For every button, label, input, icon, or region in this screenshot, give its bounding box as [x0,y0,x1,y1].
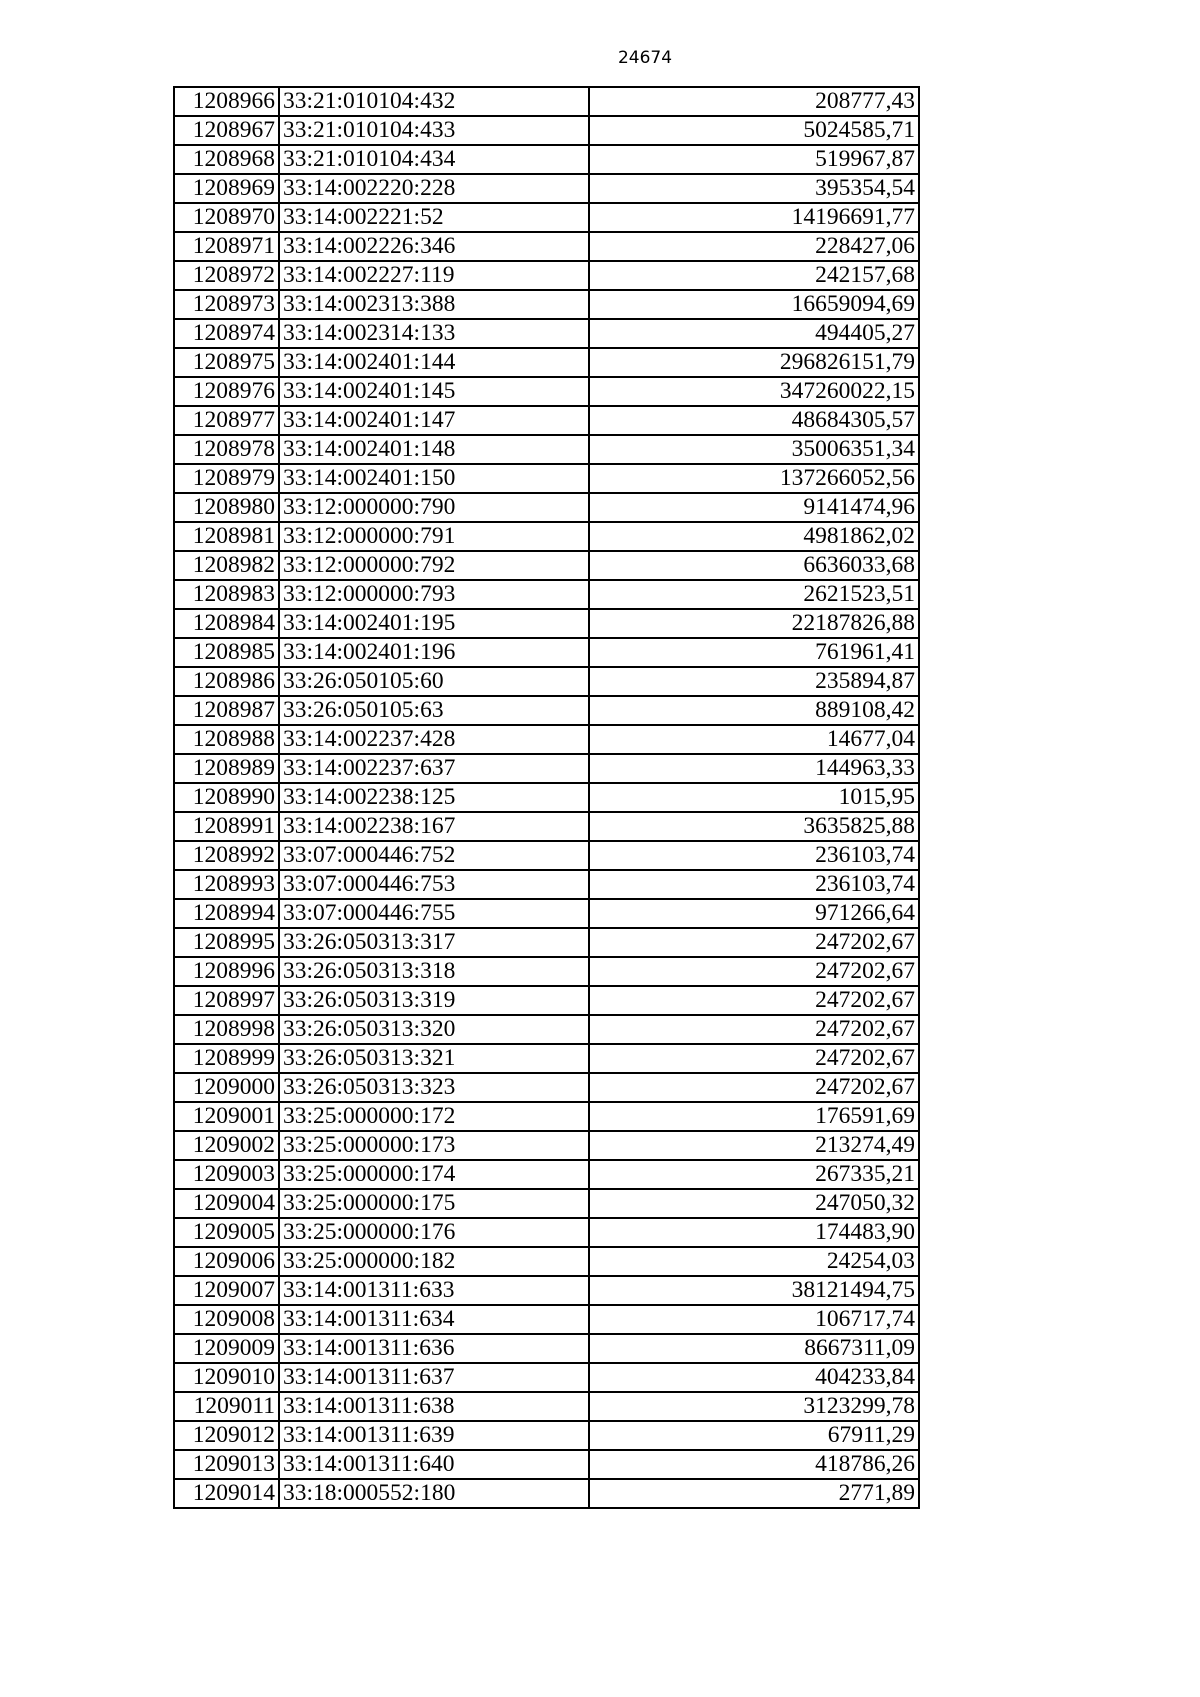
table-row [174,1421,919,1450]
row-number-cell: 1209010 [174,1363,279,1392]
row-number-cell: 1208989 [174,754,279,783]
table-row [174,1276,919,1305]
cadastral-value-cell: 48684305,57 [589,406,919,435]
cadastral-number-cell: 33:14:002401:148 [279,435,589,464]
cadastral-value-cell: 247202,67 [589,1044,919,1073]
row-number-cell: 1208971 [174,232,279,261]
row-number-cell: 1208970 [174,203,279,232]
row-number-cell: 1209002 [174,1131,279,1160]
row-number-cell: 1208973 [174,290,279,319]
table-row [174,986,919,1015]
cadastral-value-cell: 8667311,09 [589,1334,919,1363]
table-row [174,87,919,116]
cadastral-number-cell: 33:14:001311:640 [279,1450,589,1479]
table-row [174,1334,919,1363]
cadastral-number-cell: 33:25:000000:174 [279,1160,589,1189]
table-row [174,1160,919,1189]
table-row [174,957,919,986]
cadastral-number-cell: 33:26:050313:321 [279,1044,589,1073]
table-row [174,145,919,174]
cadastral-number-cell: 33:14:002401:144 [279,348,589,377]
row-number-cell: 1208977 [174,406,279,435]
cadastral-number-cell: 33:12:000000:792 [279,551,589,580]
cadastral-value-cell: 2771,89 [589,1479,919,1508]
row-number-cell: 1208966 [174,87,279,116]
cadastral-value-cell: 14677,04 [589,725,919,754]
table-row [174,232,919,261]
cadastral-value-cell: 247202,67 [589,928,919,957]
table-row [174,841,919,870]
row-number-cell: 1208980 [174,493,279,522]
cadastral-number-cell: 33:14:002401:150 [279,464,589,493]
cadastral-number-cell: 33:26:050105:60 [279,667,589,696]
row-number-cell: 1208976 [174,377,279,406]
row-number-cell: 1209009 [174,1334,279,1363]
row-number-cell: 1209004 [174,1189,279,1218]
table-row [174,1450,919,1479]
cadastral-value-cell: 208777,43 [589,87,919,116]
cadastral-number-cell: 33:14:002227:119 [279,261,589,290]
table-row [174,464,919,493]
row-number-cell: 1209005 [174,1218,279,1247]
cadastral-number-cell: 33:12:000000:790 [279,493,589,522]
row-number-cell: 1209012 [174,1421,279,1450]
cadastral-value-cell: 4981862,02 [589,522,919,551]
row-number-cell: 1208988 [174,725,279,754]
cadastral-value-cell: 236103,74 [589,870,919,899]
row-number-cell: 1208987 [174,696,279,725]
cadastral-value-cell: 16659094,69 [589,290,919,319]
cadastral-value-cell: 3123299,78 [589,1392,919,1421]
cadastral-number-cell: 33:14:001311:633 [279,1276,589,1305]
table-row [174,1247,919,1276]
table-row [174,899,919,928]
row-number-cell: 1208983 [174,580,279,609]
cadastral-value-cell: 761961,41 [589,638,919,667]
cadastral-value-cell: 267335,21 [589,1160,919,1189]
cadastral-value-cell: 494405,27 [589,319,919,348]
cadastral-value-cell: 247202,67 [589,957,919,986]
table-row [174,261,919,290]
row-number-cell: 1209006 [174,1247,279,1276]
cadastral-value-cell: 213274,49 [589,1131,919,1160]
cadastral-number-cell: 33:26:050313:320 [279,1015,589,1044]
cadastral-value-cell: 404233,84 [589,1363,919,1392]
table-row [174,812,919,841]
row-number-cell: 1208974 [174,319,279,348]
cadastral-number-cell: 33:25:000000:182 [279,1247,589,1276]
table-row [174,1363,919,1392]
table-row [174,493,919,522]
cadastral-value-cell: 247202,67 [589,1015,919,1044]
table-row [174,116,919,145]
row-number-cell: 1208968 [174,145,279,174]
cadastral-value-cell: 519967,87 [589,145,919,174]
cadastral-value-cell: 889108,42 [589,696,919,725]
table-row [174,1015,919,1044]
row-number-cell: 1208984 [174,609,279,638]
cadastral-value-cell: 6636033,68 [589,551,919,580]
cadastral-number-cell: 33:14:001311:637 [279,1363,589,1392]
cadastral-number-cell: 33:14:002401:195 [279,609,589,638]
cadastral-number-cell: 33:07:000446:753 [279,870,589,899]
cadastral-number-cell: 33:26:050313:317 [279,928,589,957]
row-number-cell: 1209014 [174,1479,279,1508]
table-row [174,406,919,435]
cadastral-value-cell: 176591,69 [589,1102,919,1131]
table-row [174,1218,919,1247]
cadastral-number-cell: 33:14:002237:428 [279,725,589,754]
cadastral-value-cell: 242157,68 [589,261,919,290]
table-row [174,435,919,464]
table-row [174,783,919,812]
table-row [174,1102,919,1131]
cadastral-number-cell: 33:14:001311:638 [279,1392,589,1421]
row-number-cell: 1209013 [174,1450,279,1479]
cadastral-value-table [173,86,920,1509]
row-number-cell: 1208990 [174,783,279,812]
cadastral-number-cell: 33:14:002314:133 [279,319,589,348]
cadastral-value-cell: 106717,74 [589,1305,919,1334]
row-number-cell: 1208998 [174,1015,279,1044]
table-row [174,1479,919,1508]
cadastral-value-cell: 296826151,79 [589,348,919,377]
row-number-cell: 1208969 [174,174,279,203]
cadastral-number-cell: 33:14:002238:167 [279,812,589,841]
row-number-cell: 1208979 [174,464,279,493]
cadastral-value-cell: 14196691,77 [589,203,919,232]
cadastral-number-cell: 33:25:000000:175 [279,1189,589,1218]
row-number-cell: 1208972 [174,261,279,290]
table-row [174,1392,919,1421]
row-number-cell: 1209000 [174,1073,279,1102]
cadastral-value-cell: 35006351,34 [589,435,919,464]
row-number-cell: 1209007 [174,1276,279,1305]
page-number: 24674 [617,48,673,68]
cadastral-number-cell: 33:14:002313:388 [279,290,589,319]
cadastral-value-cell: 347260022,15 [589,377,919,406]
cadastral-number-cell: 33:26:050313:318 [279,957,589,986]
table-row [174,725,919,754]
cadastral-value-cell: 174483,90 [589,1218,919,1247]
cadastral-value-cell: 24254,03 [589,1247,919,1276]
cadastral-number-cell: 33:07:000446:752 [279,841,589,870]
cadastral-value-cell: 67911,29 [589,1421,919,1450]
cadastral-number-cell: 33:25:000000:176 [279,1218,589,1247]
cadastral-value-cell: 395354,54 [589,174,919,203]
row-number-cell: 1208996 [174,957,279,986]
cadastral-value-cell: 971266,64 [589,899,919,928]
cadastral-number-cell: 33:12:000000:791 [279,522,589,551]
row-number-cell: 1208986 [174,667,279,696]
cadastral-value-cell: 137266052,56 [589,464,919,493]
cadastral-value-cell: 144963,33 [589,754,919,783]
table-row [174,638,919,667]
cadastral-number-cell: 33:14:001311:639 [279,1421,589,1450]
row-number-cell: 1208994 [174,899,279,928]
row-number-cell: 1209011 [174,1392,279,1421]
table-row [174,348,919,377]
cadastral-number-cell: 33:14:002401:196 [279,638,589,667]
cadastral-value-cell: 235894,87 [589,667,919,696]
row-number-cell: 1208997 [174,986,279,1015]
table-row [174,1131,919,1160]
cadastral-number-cell: 33:18:000552:180 [279,1479,589,1508]
cadastral-number-cell: 33:25:000000:173 [279,1131,589,1160]
cadastral-number-cell: 33:07:000446:755 [279,899,589,928]
table-row [174,174,919,203]
cadastral-value-cell: 1015,95 [589,783,919,812]
cadastral-value-cell: 9141474,96 [589,493,919,522]
row-number-cell: 1208978 [174,435,279,464]
cadastral-value-cell: 38121494,75 [589,1276,919,1305]
cadastral-value-cell: 3635825,88 [589,812,919,841]
cadastral-value-cell: 22187826,88 [589,609,919,638]
table-row [174,522,919,551]
cadastral-number-cell: 33:14:002220:228 [279,174,589,203]
cadastral-number-cell: 33:14:001311:634 [279,1305,589,1334]
row-number-cell: 1208975 [174,348,279,377]
row-number-cell: 1208993 [174,870,279,899]
table-row [174,377,919,406]
cadastral-number-cell: 33:12:000000:793 [279,580,589,609]
cadastral-value-cell: 5024585,71 [589,116,919,145]
row-number-cell: 1208981 [174,522,279,551]
table-row [174,203,919,232]
table-row [174,696,919,725]
table-row [174,870,919,899]
cadastral-value-cell: 2621523,51 [589,580,919,609]
table-row [174,609,919,638]
table-row [174,290,919,319]
row-number-cell: 1208991 [174,812,279,841]
cadastral-number-cell: 33:26:050105:63 [279,696,589,725]
cadastral-number-cell: 33:14:002238:125 [279,783,589,812]
cadastral-number-cell: 33:14:002237:637 [279,754,589,783]
table-row [174,1073,919,1102]
row-number-cell: 1209008 [174,1305,279,1334]
table-row [174,580,919,609]
table-row [174,667,919,696]
table-row [174,754,919,783]
cadastral-value-cell: 228427,06 [589,232,919,261]
cadastral-number-cell: 33:14:001311:636 [279,1334,589,1363]
cadastral-number-cell: 33:26:050313:319 [279,986,589,1015]
table-row [174,1305,919,1334]
table-row [174,1189,919,1218]
table-row [174,551,919,580]
cadastral-number-cell: 33:14:002221:52 [279,203,589,232]
cadastral-number-cell: 33:21:010104:432 [279,87,589,116]
row-number-cell: 1208967 [174,116,279,145]
cadastral-number-cell: 33:14:002226:346 [279,232,589,261]
row-number-cell: 1208999 [174,1044,279,1073]
table-row [174,1044,919,1073]
cadastral-number-cell: 33:14:002401:147 [279,406,589,435]
row-number-cell: 1208985 [174,638,279,667]
row-number-cell: 1209003 [174,1160,279,1189]
table-body [174,87,919,1508]
row-number-cell: 1209001 [174,1102,279,1131]
table-row [174,319,919,348]
cadastral-value-cell: 247050,32 [589,1189,919,1218]
cadastral-value-cell: 247202,67 [589,1073,919,1102]
cadastral-value-cell: 247202,67 [589,986,919,1015]
cadastral-number-cell: 33:21:010104:434 [279,145,589,174]
row-number-cell: 1208995 [174,928,279,957]
cadastral-value-cell: 418786,26 [589,1450,919,1479]
row-number-cell: 1208982 [174,551,279,580]
cadastral-number-cell: 33:26:050313:323 [279,1073,589,1102]
table-row [174,928,919,957]
cadastral-number-cell: 33:25:000000:172 [279,1102,589,1131]
cadastral-value-cell: 236103,74 [589,841,919,870]
cadastral-number-cell: 33:21:010104:433 [279,116,589,145]
cadastral-number-cell: 33:14:002401:145 [279,377,589,406]
row-number-cell: 1208992 [174,841,279,870]
